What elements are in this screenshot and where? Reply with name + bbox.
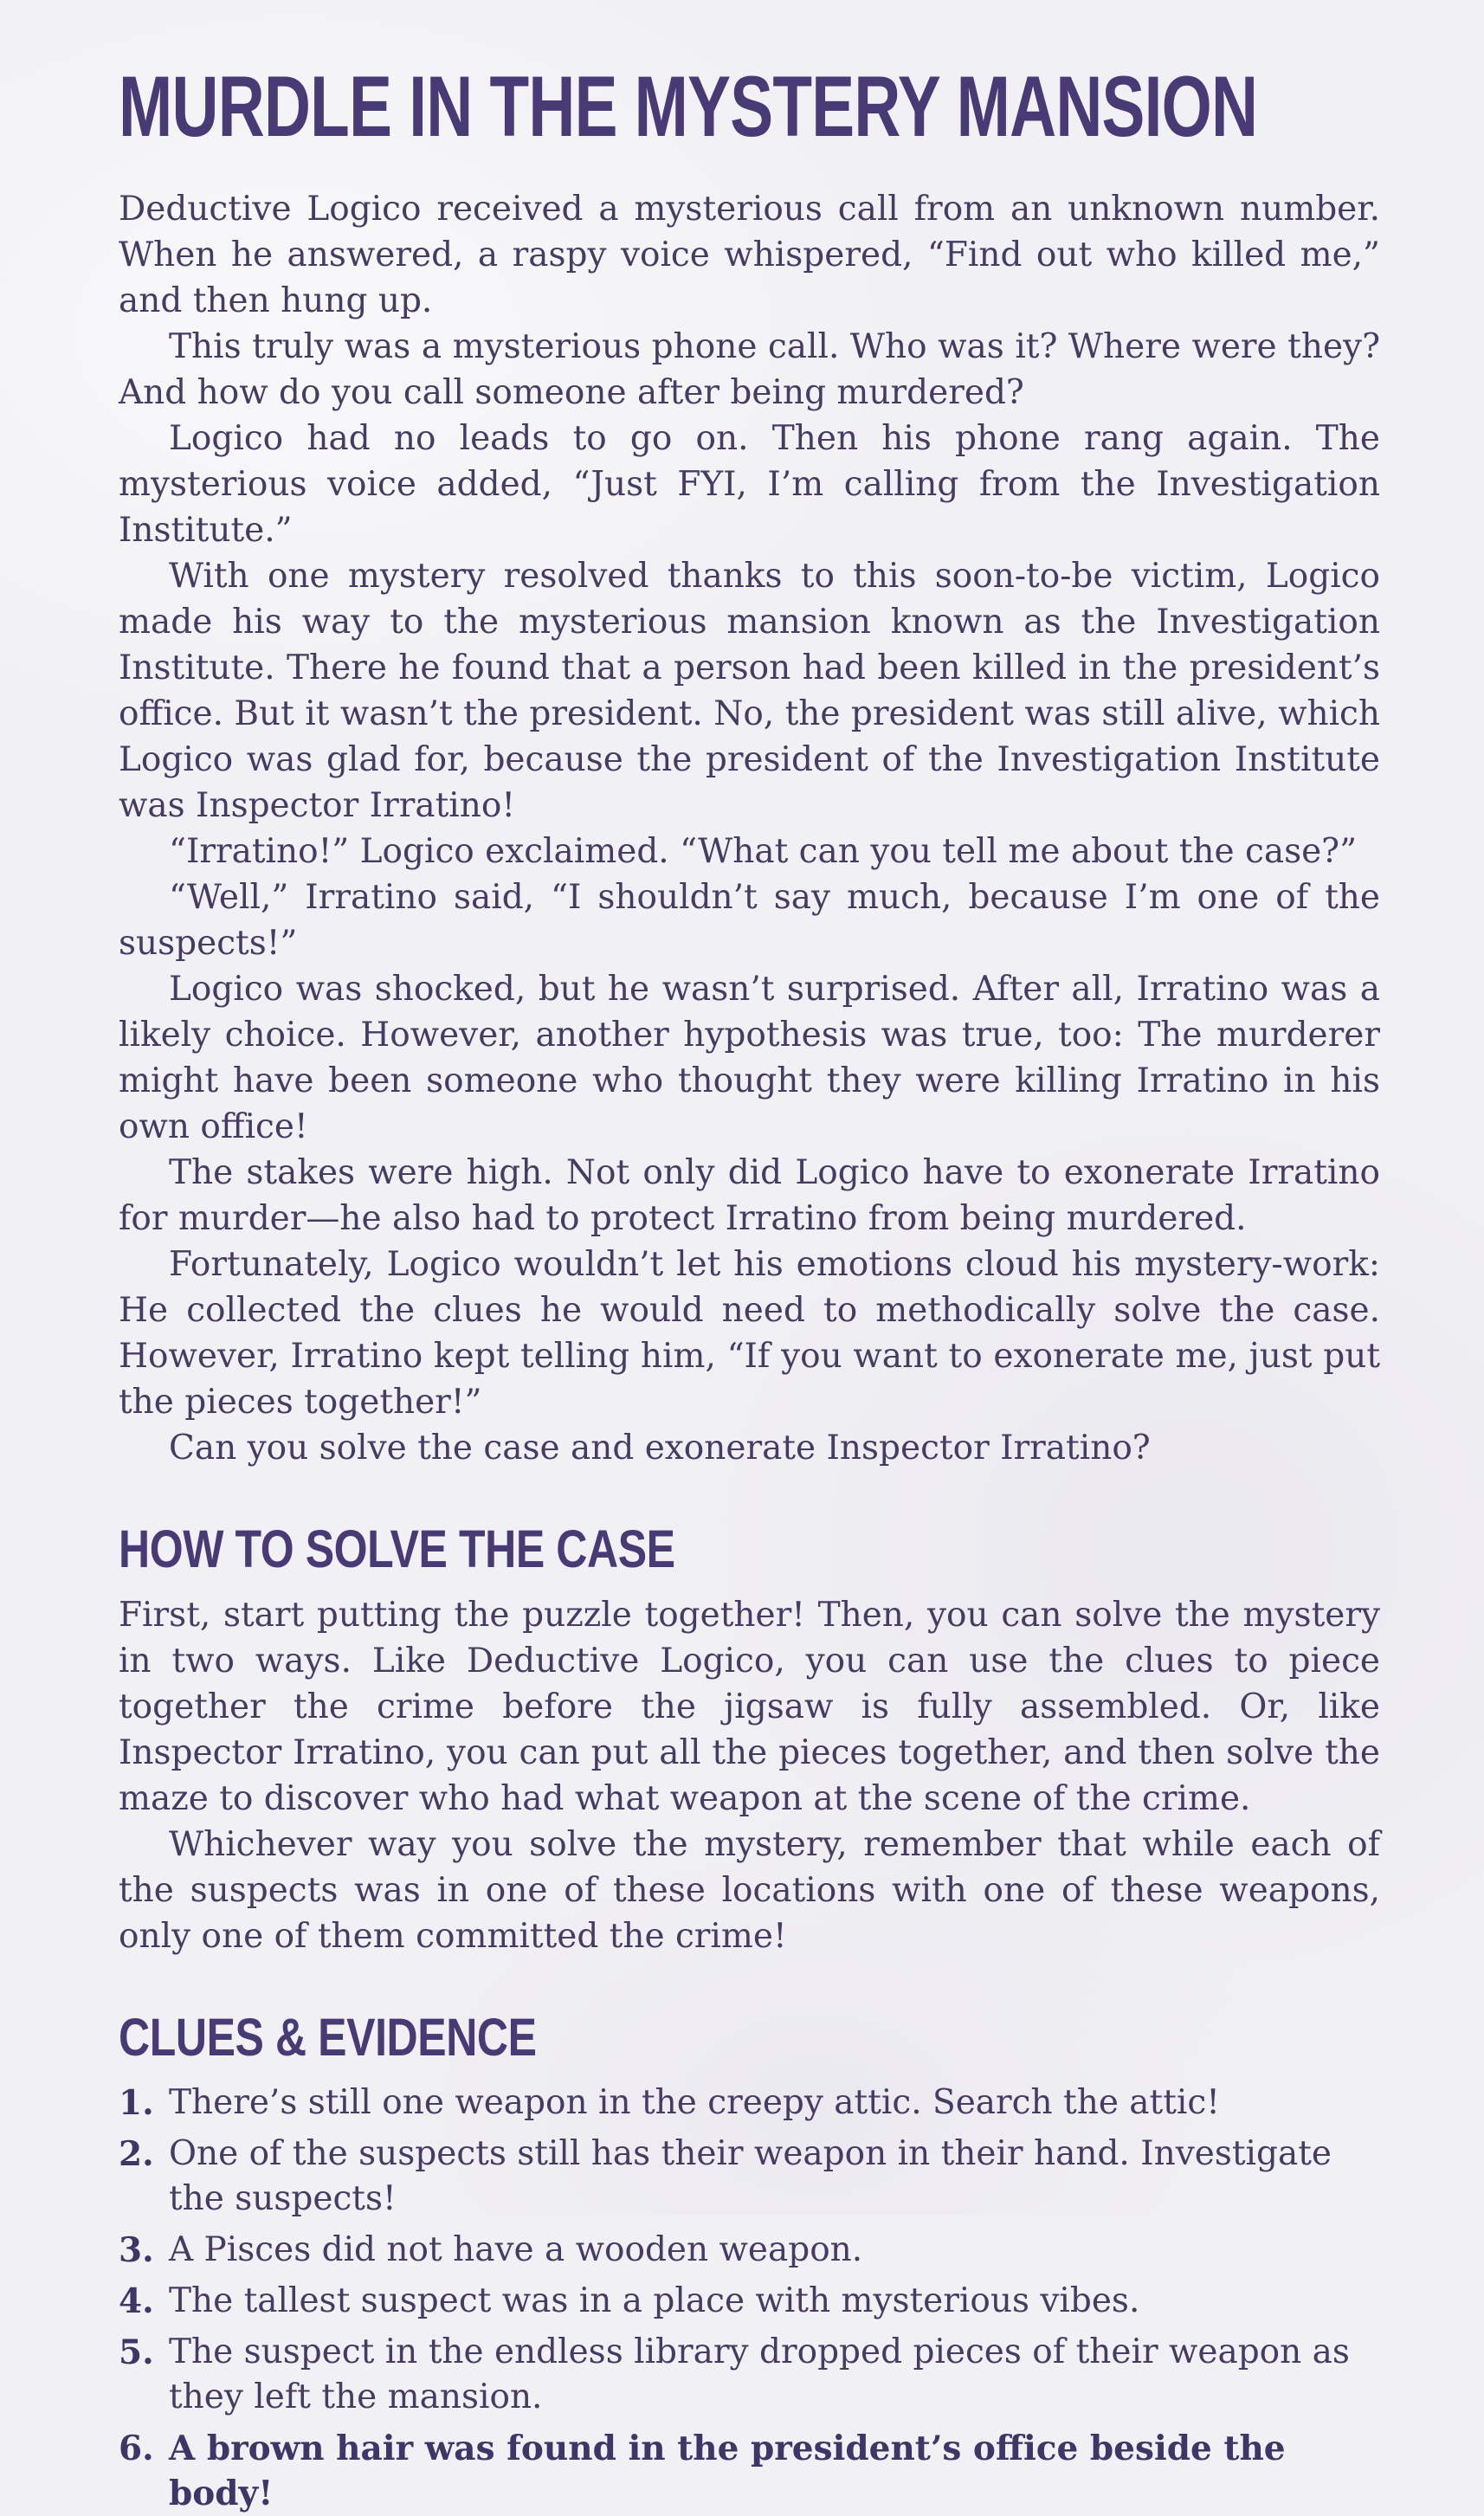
clue-text: There’s still one weapon in the creepy attic. Search the attic! <box>169 2083 1220 2123</box>
clues-evidence-heading-text: CLUES & EVIDENCE <box>119 2008 537 2067</box>
clue-number: 2. <box>119 2134 154 2175</box>
page-title <box>119 58 1380 154</box>
how-to-paragraph: Whichever way you solve the mystery, remember that while each of the suspects was in one of these locations with one of these weapons, only one of them committed the crime! <box>119 1825 1380 1956</box>
clue-number: 6. <box>119 2429 154 2469</box>
clue-item-5 <box>119 2330 1380 2420</box>
story-paragraph: Logico was shocked, but he wasn’t surprised. After all, Irratino was a likely choice. However, another hypothesis was true, too: The murderer might have been someone who thought they were killing Irratino in his own office! <box>119 969 1380 1146</box>
how-to-solve-section <box>119 1592 1380 1959</box>
story-paragraph: Deductive Logico received a mysterious call from an unknown number. When he answered, a raspy voice whispered, “Find out who killed me,” and then hung up. <box>119 189 1380 320</box>
clue-item-1 <box>119 2081 1380 2126</box>
clue-item-2 <box>119 2132 1380 2222</box>
story-paragraph: “Irratino!” Logico exclaimed. “What can you tell me about the case?” <box>169 831 1358 871</box>
clues-evidence-heading <box>119 2010 1380 2065</box>
clue-item-3 <box>119 2228 1380 2273</box>
clue-text: The suspect in the endless library dropped pieces of their weapon as they left the mansion. <box>169 2332 1350 2417</box>
story-paragraph: With one mystery resolved thanks to this soon-to-be victim, Logico made his way to the mysterious mansion known as the Investigation Institute. There he found that a person had been killed in the president’s office. But it wasn’t the president. No, the president was still alive, which Logico was glad for, because the president of the Investigation Institute was Inspector Irratino! <box>119 556 1380 825</box>
clue-number: 1. <box>119 2083 154 2124</box>
story-paragraph: The stakes were high. Not only did Logico have to exonerate Irratino for murder—he also had to protect Irratino from being murdered. <box>119 1152 1380 1238</box>
page-title-text: MURDLE IN THE MYSTERY MANSION <box>119 58 1258 154</box>
story-paragraph: Logico had no leads to go on. Then his phone rang again. The mysterious voice added, “Just FYI, I’m calling from the Investigation Institute.” <box>119 418 1380 550</box>
clue-item-6 <box>119 2426 1380 2516</box>
clue-item-4 <box>119 2279 1380 2324</box>
story-paragraph: Can you solve the case and exonerate Inspector Irratino? <box>169 1428 1151 1468</box>
clue-text: The tallest suspect was in a place with mysterious vibes. <box>169 2281 1140 2321</box>
how-to-paragraph: First, start putting the puzzle together! Then, you can solve the mystery in two ways. Like Deductive Logico, you can use the clues to piece together the crime before the jigsaw is fully assembled. Or, like Inspector Irratino, you can put all the pieces together, and then solve the maze to discover who had what weapon at the scene of the crime. <box>119 1596 1380 1818</box>
story-section <box>119 186 1380 1471</box>
clues-list <box>119 2081 1380 2516</box>
story-paragraph: Fortunately, Logico wouldn’t let his emotions cloud his mystery-work: He collected the clues he would need to methodically solve the case. However, Irratino kept telling him, “If you want to exonerate me, just put the pieces together!” <box>119 1244 1380 1422</box>
clue-text: One of the suspects still has their weapon in their hand. Investigate the suspects! <box>169 2134 1332 2219</box>
story-paragraph: “Well,” Irratino said, “I shouldn’t say much, because I’m one of the suspects!” <box>119 877 1380 963</box>
story-paragraph: This truly was a mysterious phone call. Who was it? Where were they? And how do you call someone after being murdered? <box>119 326 1380 412</box>
clue-text: A Pisces did not have a wooden weapon. <box>169 2230 863 2270</box>
how-to-solve-heading-text: HOW TO SOLVE THE CASE <box>119 1519 675 1578</box>
how-to-solve-heading <box>119 1521 1380 1577</box>
clue-text: A brown hair was found in the president’s office beside the body! <box>169 2429 1286 2514</box>
clue-number: 3. <box>119 2230 154 2271</box>
clue-number: 5. <box>119 2332 154 2373</box>
clue-number: 4. <box>119 2281 154 2322</box>
